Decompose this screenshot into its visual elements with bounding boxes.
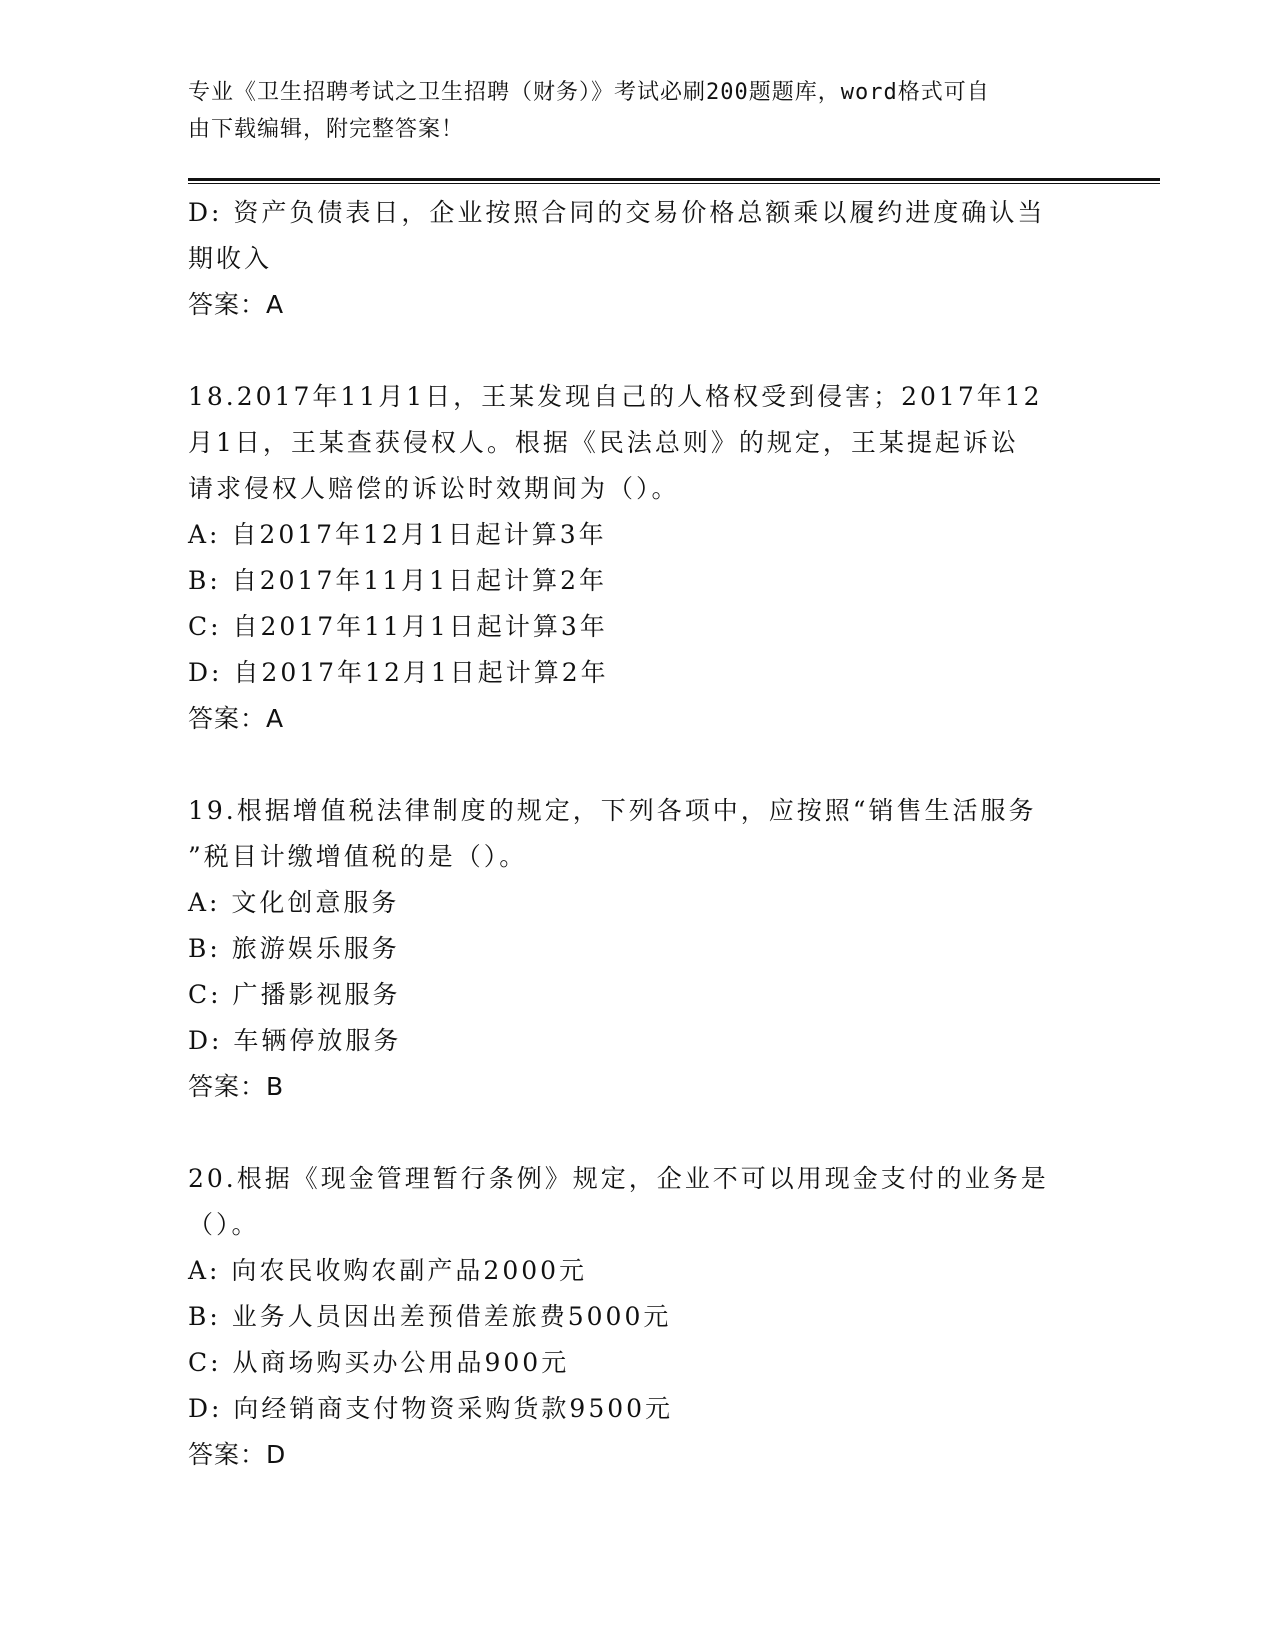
option-c: C: 广播影视服务 <box>188 980 401 1009</box>
option-c: C: 从商场购买办公用品900元 <box>188 1348 570 1377</box>
header-line-1: 专业《卫生招聘考试之卫生招聘（财务）》考试必刷200题题库，word格式可自 <box>188 80 990 105</box>
option-b: B: 自2017年11月1日起计算2年 <box>188 566 607 595</box>
question-18 <box>188 374 1088 742</box>
option-a: A: 向农民收购农副产品2000元 <box>188 1256 588 1285</box>
answer-line: 答案：A <box>188 704 285 733</box>
question-19 <box>188 788 1088 1110</box>
question-stem-line: ”税目计缴增值税的是（）。 <box>188 842 528 871</box>
option-d: D: 向经销商支付物资采购货款9500元 <box>188 1394 674 1423</box>
question-stem-line: 18.2017年11月1日，王某发现自己的人格权受到侵害；2017年12 <box>188 382 1043 411</box>
question-stem-line: （）。 <box>188 1210 260 1239</box>
question-stem-line: 请求侵权人赔偿的诉讼时效期间为（）。 <box>188 474 680 503</box>
document-body <box>188 190 1088 1478</box>
answer-line: 答案：B <box>188 1072 285 1101</box>
header-divider-thick <box>188 178 1160 181</box>
document-header <box>188 74 1068 148</box>
question-stem-line: 20.根据《现金管理暂行条例》规定，企业不可以用现金支付的业务是 <box>188 1164 1049 1193</box>
header-divider-thin <box>188 183 1160 184</box>
option-d: D: 自2017年12月1日起计算2年 <box>188 658 609 687</box>
option-b: B: 业务人员因出差预借差旅费5000元 <box>188 1302 672 1331</box>
option-d-line-1: D: 资产负债表日，企业按照合同的交易价格总额乘以履约进度确认当 <box>188 198 1046 227</box>
question-20 <box>188 1156 1088 1478</box>
answer-line: 答案：D <box>188 1440 287 1469</box>
option-c: C: 自2017年11月1日起计算3年 <box>188 612 608 641</box>
option-b: B: 旅游娱乐服务 <box>188 934 400 963</box>
header-line-2: 由下载编辑，附完整答案！ <box>188 117 465 142</box>
option-a: A: 文化创意服务 <box>188 888 400 917</box>
option-a: A: 自2017年12月1日起计算3年 <box>188 520 607 549</box>
option-d: D: 车辆停放服务 <box>188 1026 402 1055</box>
question-stem-line: 月1日，王某查获侵权人。根据《民法总则》的规定，王某提起诉讼 <box>188 428 1019 457</box>
question-stem-line: 19.根据增值税法律制度的规定，下列各项中，应按照“销售生活服务 <box>188 796 1037 825</box>
option-d-line-2: 期收入 <box>188 244 273 273</box>
answer-line: 答案：A <box>188 290 285 319</box>
previous-question-tail <box>188 190 1088 328</box>
